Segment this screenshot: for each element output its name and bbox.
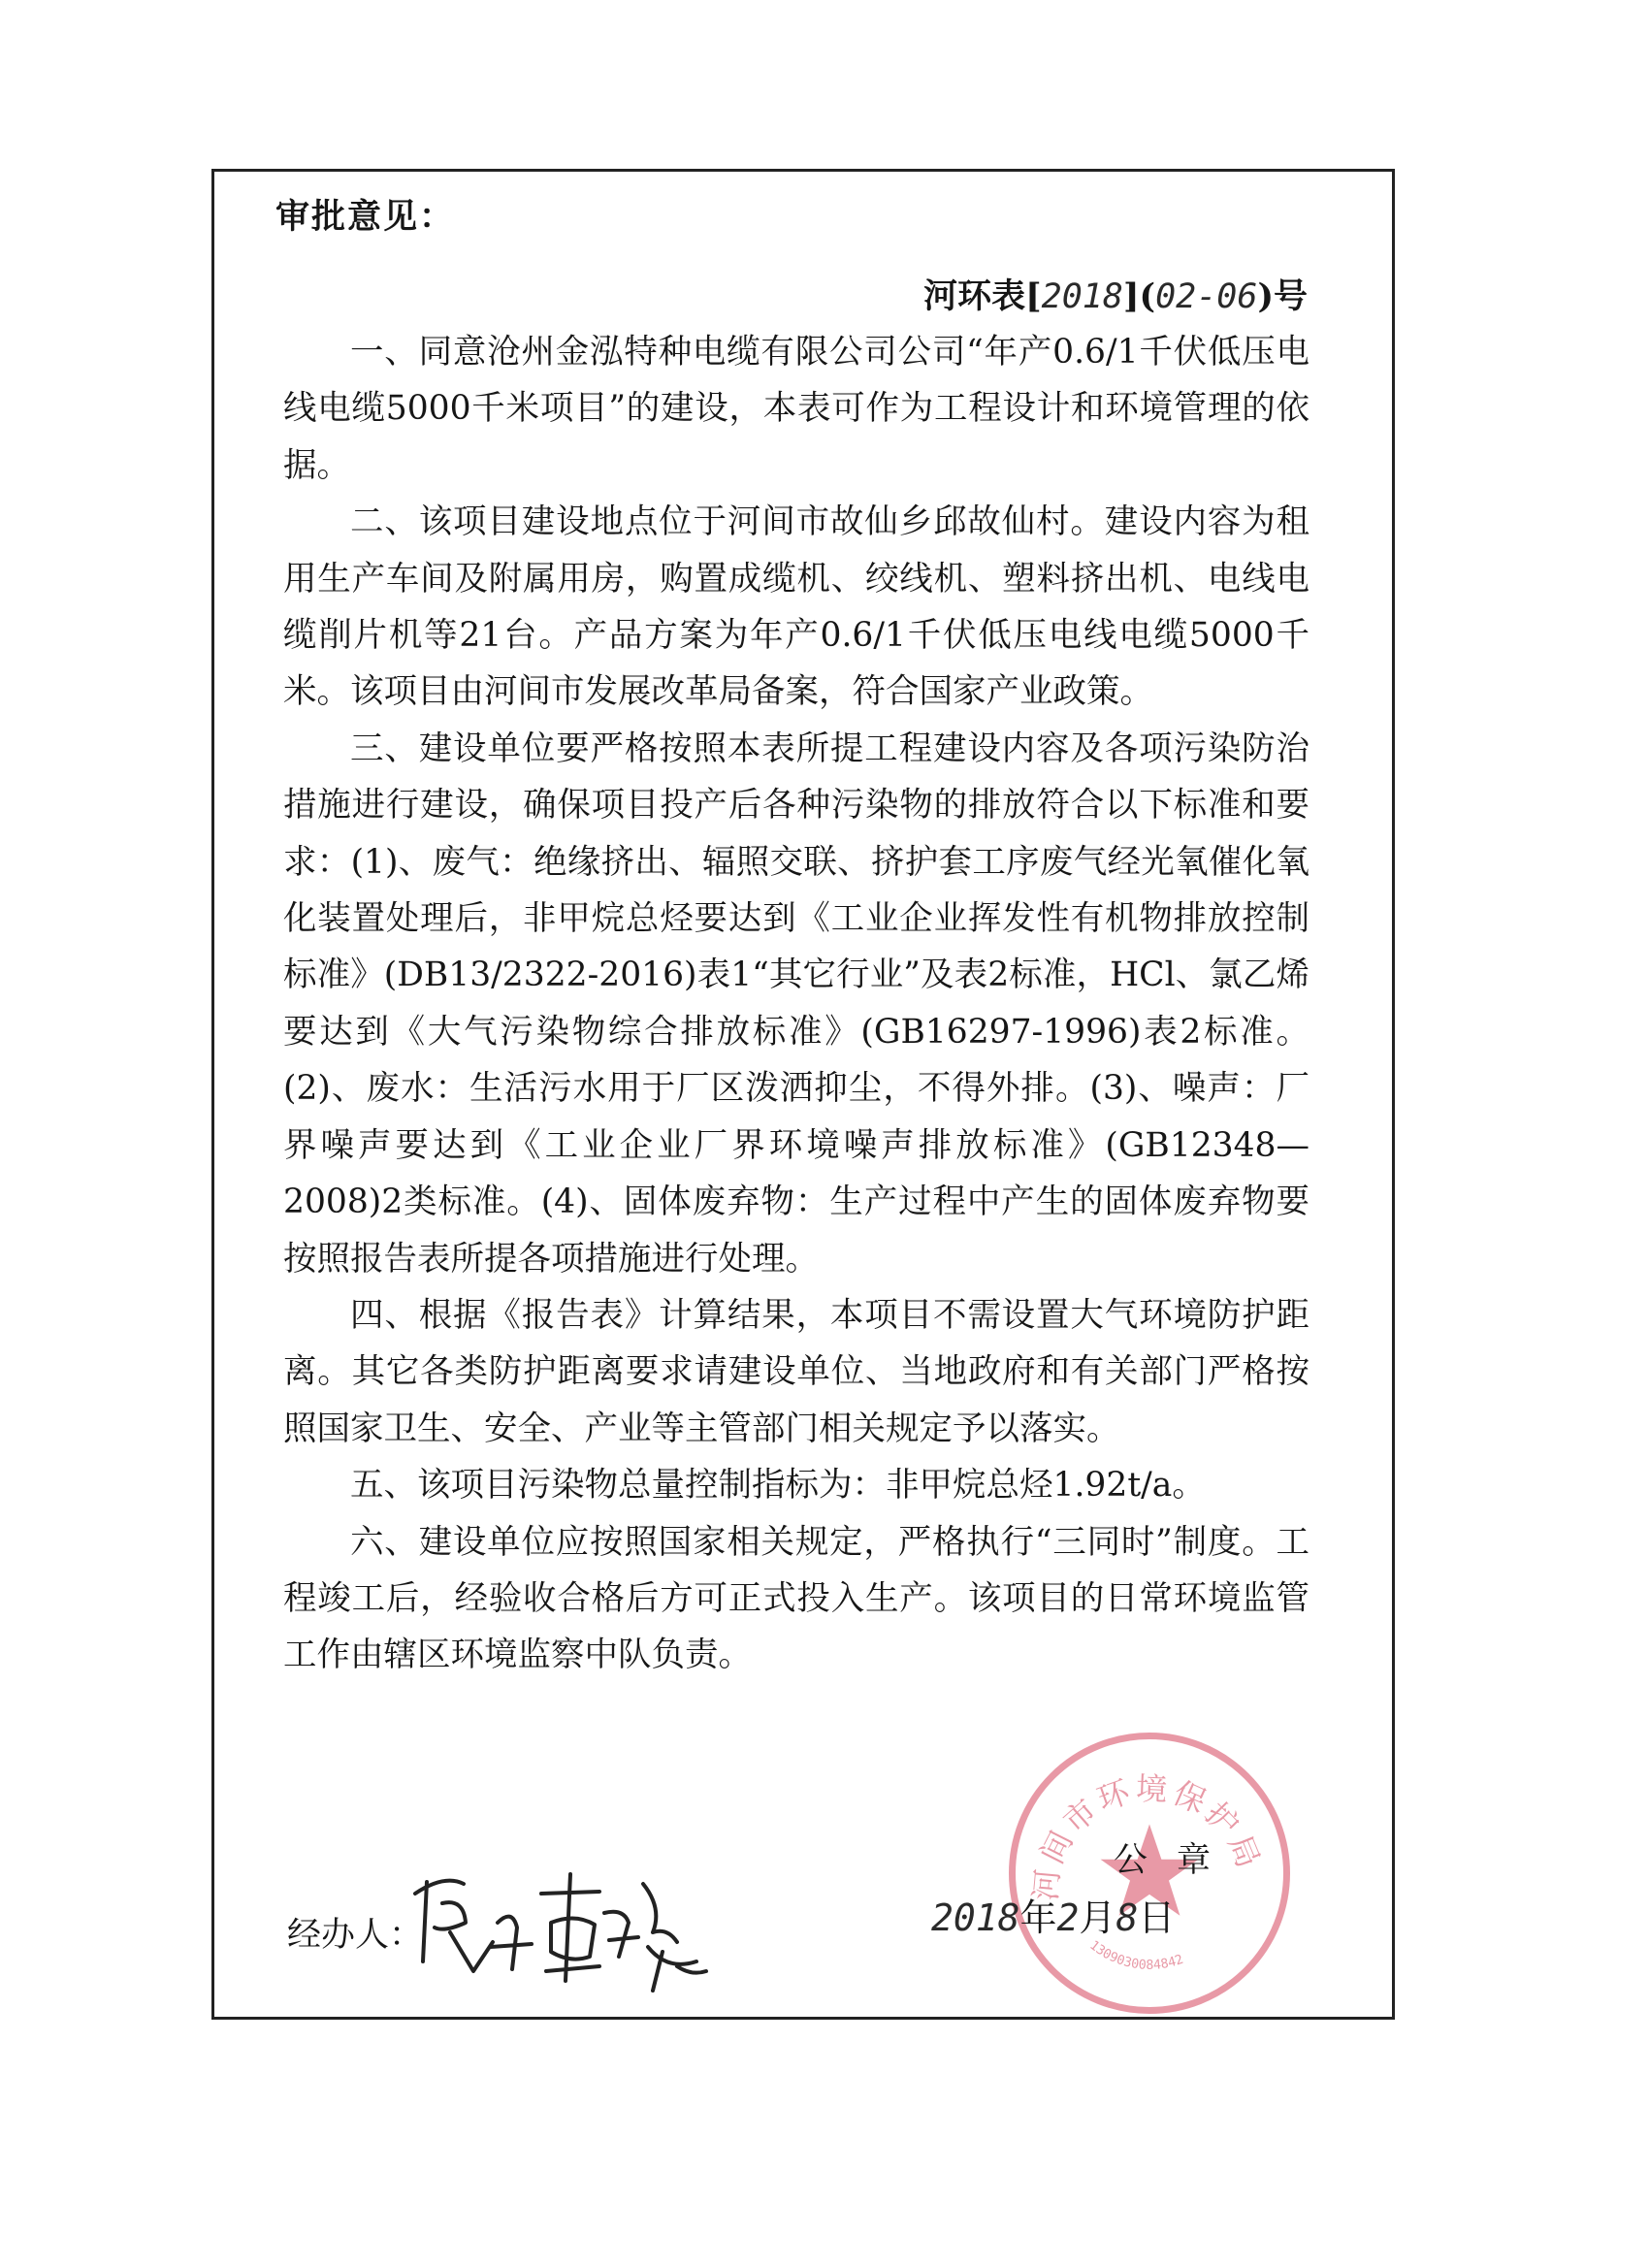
stamp-label: 公章	[1114, 1841, 1241, 1880]
signing-date	[931, 1888, 1175, 1941]
paragraph-3: 三、建设单位要严格按照本表所提工程建设内容及各项污染防治措施进行建设，确保项目投产后各种污染物的排放符合以下标准和要求：(1)、废气：绝缘挤出、辐照交联、挤护套工序废气经光氧催化氧化装置处理后，非甲烷总烃要达到《工业企业挥发性有机物排放控制标准》(DB13/2322-2016)表1“其它行业”及表2标准，HCl、氯乙烯要达到《大气污染物综合排放标准》(GB16297-1996)表2标准。(2)、废水：生活污水用于厂区泼洒抑尘，不得外排。(3)、噪声：厂界噪声要达到《工业企业厂界环境噪声排放标准》(GB12348—2008)2类标准。(4)、固体废弃物：生产过程中产生的固体废弃物要按照报告表所提各项措施进行处理。	[283, 729, 1310, 1279]
doc-number-serial: 02-06	[1155, 277, 1258, 316]
paragraph-6: 六、建设单位应按照国家相关规定，严格执行“三同时”制度。工程竣工后，经验收合格后方可正式投入生产。该项目的日常环境监管工作由辖区环境监察中队负责。	[283, 1522, 1310, 1675]
paragraph-4: 四、根据《报告表》计算结果，本项目不需设置大气环境防护距离。其它各类防护距离要求请建设单位、当地政府和有关部门严格按照国家卫生、安全、产业等主管部门相关规定予以落实。	[283, 1295, 1310, 1448]
date-day-unit: 日	[1138, 1896, 1176, 1939]
handwritten-signature	[405, 1855, 726, 2000]
doc-number-prefix: 河环表[	[923, 276, 1042, 316]
doc-number-year: 2018	[1041, 277, 1123, 316]
seal-text: 河间市环境保护局	[1026, 1769, 1269, 1902]
doc-number-suffix: )号	[1257, 276, 1308, 316]
signer-label: 经办人：	[287, 1916, 424, 1955]
paragraph-2: 二、该项目建设地点位于河间市故仙乡邱故仙村。建设内容为租用生产车间及附属用房，购置成缆机、绞线机、塑料挤出机、电线电缆削片机等21台。产品方案为年产0.6/1千伏低压电线电缆5000千米。该项目由河间市发展改革局备案，符合国家产业政策。	[283, 502, 1310, 712]
doc-number-mid: ](	[1122, 276, 1156, 316]
date-month: 2	[1056, 1896, 1080, 1939]
paragraph-5: 五、该项目污染物总量控制指标为：非甲烷总烃1.92t/a。	[350, 1466, 1206, 1506]
date-month-unit: 月	[1079, 1896, 1116, 1939]
date-year: 2018	[931, 1896, 1020, 1939]
approval-body	[283, 324, 1310, 1684]
seal-number: 1309030084842	[1086, 1938, 1185, 1973]
approval-heading: 审批意见：	[275, 197, 456, 237]
document-number	[923, 270, 1308, 318]
date-year-unit: 年	[1019, 1896, 1057, 1939]
date-day: 8	[1116, 1896, 1139, 1939]
paragraph-1: 一、同意沧州金泓特种电缆有限公司公司“年产0.6/1千伏低压电线电缆5000千米项目”的建设，本表可作为工程设计和环境管理的依据。	[283, 333, 1310, 485]
svg-text:1309030084842	[1086, 1938, 1185, 1973]
